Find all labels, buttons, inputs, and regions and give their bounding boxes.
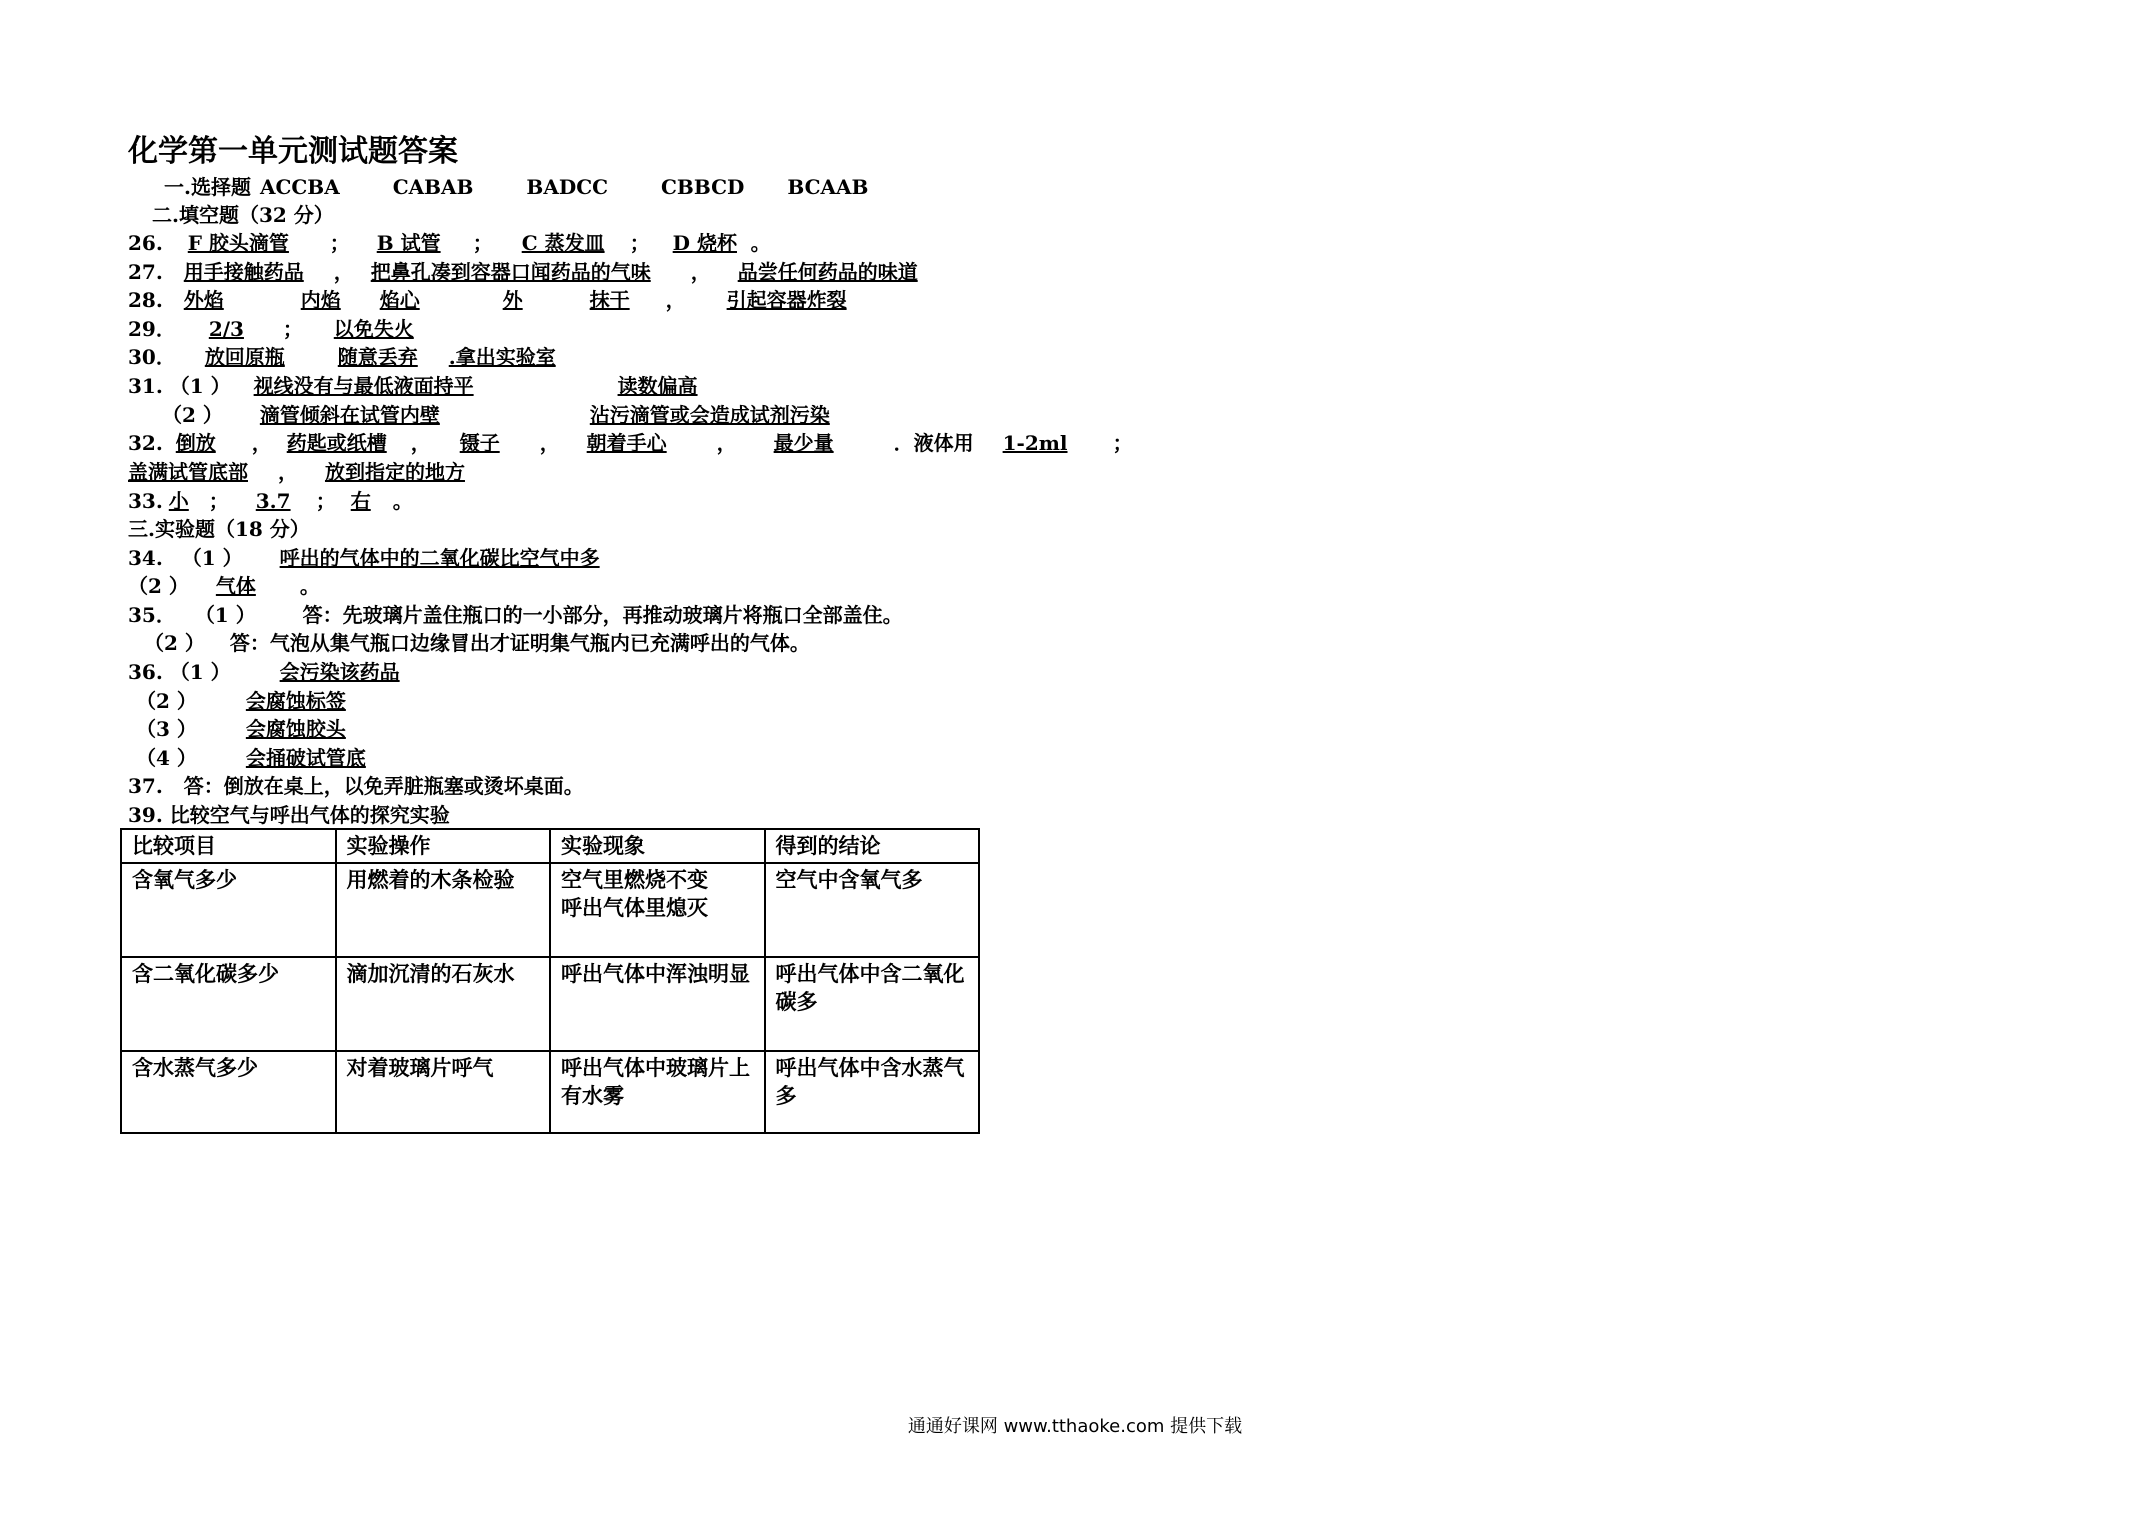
- answer-blank: 引起容器炸裂: [726, 288, 847, 312]
- answer-blank: 会捅破试管底: [245, 746, 366, 770]
- question-number: 37.: [128, 774, 163, 798]
- question-27: 27. 用手接触药品 ， 把鼻孔凑到容器口闻药品的气味 ， 品尝任何药品的味道: [128, 259, 968, 285]
- answer-group: ACCBA: [259, 175, 340, 199]
- question-label: 比较空气与呼出气体的探究实验: [169, 803, 450, 827]
- question-number: 39.: [128, 803, 163, 827]
- answer-group: BADCC: [526, 175, 609, 199]
- table-cell: 含水蒸气多少: [121, 1051, 336, 1133]
- table-header-row: [121, 829, 979, 863]
- question-37: [128, 773, 584, 799]
- question-36-4: [136, 745, 450, 771]
- answer-blank: 放到指定的地方: [324, 460, 465, 484]
- question-30: [128, 344, 573, 370]
- answer-blank: 倒放: [175, 431, 216, 455]
- answer-text: 答：气泡从集气瓶口边缘冒出才证明集气瓶内已充满呼出的气体。: [229, 631, 810, 655]
- answer-blank: B 试管: [376, 231, 441, 255]
- answer-blank: 2/3: [208, 317, 244, 341]
- sub-number: （1 ）: [169, 374, 231, 398]
- question-29: 29． 2/3 ； 以免失火: [128, 316, 454, 342]
- table-cell: 空气中含氧气多: [765, 863, 980, 957]
- question-32-cont: 盖满试管底部 ， 放到指定的地方: [128, 459, 519, 485]
- answer-blank: 沾污滴管或会造成试剂污染: [589, 403, 830, 427]
- table-row: [121, 957, 979, 1051]
- table-cell: 呼出气体中含水蒸气多: [765, 1051, 980, 1133]
- section-label: 一.选择题: [164, 175, 251, 199]
- table-cell: 含二氧化碳多少: [121, 957, 336, 1051]
- question-number: 29．: [128, 317, 176, 341]
- section-heading: 二.填空题（32 分）: [152, 203, 334, 227]
- sub-number: （2 ）: [162, 403, 223, 427]
- table-cell: 呼出气体中玻璃片上有水雾: [550, 1051, 765, 1133]
- sub-number: （1 ）: [169, 660, 231, 684]
- answer-blank: D 烧杯: [672, 231, 737, 255]
- answer-blank: C 蒸发皿: [521, 231, 605, 255]
- sub-number: （2 ）: [128, 574, 189, 598]
- question-number: 27.: [128, 260, 163, 284]
- answer-blank: 内焰: [300, 288, 341, 312]
- question-34-1: [128, 545, 700, 571]
- answer-blank: 右: [350, 489, 371, 513]
- answer-blank: 盖满试管底部: [128, 460, 248, 484]
- answer-blank: 最少量: [773, 431, 834, 455]
- question-28: 28. 外焰 内焰 焰心 外 抹干 ， 引起容器炸裂: [128, 287, 947, 313]
- answer-group: BCAAB: [787, 175, 869, 199]
- question-34-2: （2 ） 气体 。: [128, 574, 320, 598]
- table-header: 得到的结论: [765, 829, 980, 863]
- separator: ；: [629, 231, 650, 255]
- question-31-2: [162, 402, 910, 428]
- table-cell: 空气里燃烧不变 呼出气体里熄灭: [550, 863, 765, 957]
- question-number: 26.: [128, 231, 163, 255]
- question-number: 36.: [128, 660, 163, 684]
- multiple-choice-answers: [164, 174, 914, 200]
- table-cell: 滴加沉清的石灰水: [336, 957, 551, 1051]
- question-number: 34.: [128, 546, 163, 570]
- table-cell: 对着玻璃片呼气: [336, 1051, 551, 1133]
- answer-blank: 把鼻孔凑到容器口闻药品的气味: [370, 260, 651, 284]
- separator: ；: [472, 231, 493, 255]
- footer-credit: 通通好课网 www.tthaoke.com 提供下载: [907, 1416, 1243, 1437]
- sub-number: （2 ）: [144, 631, 205, 655]
- section-heading: 三.实验题（18 分）: [128, 517, 310, 541]
- table-row: [121, 1051, 979, 1133]
- answer-blank: 外焰: [183, 288, 224, 312]
- table-header: 实验现象: [550, 829, 765, 863]
- question-35-2: [144, 630, 810, 656]
- sub-number: （2 ）: [136, 689, 197, 713]
- answer-text: 答：先玻璃片盖住瓶口的一小部分，再推动玻璃片将瓶口全部盖住。: [302, 603, 903, 627]
- sub-number: （4 ）: [136, 746, 197, 770]
- answer-blank: 朝着手心: [586, 431, 667, 455]
- answer-blank: 1-2ml: [1002, 431, 1068, 455]
- answer-blank: 抹干: [589, 288, 630, 312]
- question-32: 32. 倒放 ， 药匙或纸槽 ， 镊子 ， 朝着手心 ， 最少量 ．液体用 1-2ml ；: [128, 431, 1133, 455]
- table-cell: 呼出气体中含二氧化碳多: [765, 957, 980, 1051]
- answer-blank: 放回原瓶: [204, 345, 285, 369]
- question-number: 28.: [128, 288, 163, 312]
- answer-blank: 气体: [215, 574, 256, 598]
- answer-blank: 视线没有与最低液面持平: [253, 374, 474, 398]
- question-number: 33.: [128, 489, 163, 513]
- question-36-1: [128, 659, 496, 685]
- answer-group: CBBCD: [661, 175, 745, 199]
- question-number: 35．: [128, 603, 176, 627]
- table-header: 比较项目: [121, 829, 336, 863]
- answer-blank: 滴管倾斜在试管内壁: [259, 403, 440, 427]
- separator: 。: [750, 231, 771, 255]
- sub-number: （1 ）: [194, 603, 256, 627]
- answer-blank: 药匙或纸槽: [286, 431, 387, 455]
- answer-blank: F 胶头滴管: [187, 231, 289, 255]
- table-cell: 含氧气多少: [121, 863, 336, 957]
- answer-blank: 会污染该药品: [279, 660, 400, 684]
- table-header: 实验操作: [336, 829, 551, 863]
- answer-text: 答：倒放在桌上，以免弄脏瓶塞或烫坏桌面。: [183, 774, 584, 798]
- table-row: [121, 863, 979, 957]
- question-number: 30．: [128, 345, 176, 369]
- answer-group: CABAB: [392, 175, 474, 199]
- question-33: 33. 小 ； 3.7 ； 右 。: [128, 489, 413, 513]
- comparison-table: [120, 828, 980, 1134]
- answer-blank: 3.7: [255, 489, 291, 513]
- sub-number: （1 ）: [181, 546, 243, 570]
- answer-blank: 焰心: [379, 288, 420, 312]
- answer-blank: 呼出的气体中的二氧化碳比空气中多: [279, 546, 600, 570]
- table-cell: 用燃着的木条检验: [336, 863, 551, 957]
- answer-blank: 以免失火: [333, 317, 414, 341]
- page-title: 化学第一单元测试题答案: [128, 134, 458, 169]
- answer-blank: 读数偏高: [617, 374, 698, 398]
- answer-blank: 会腐蚀标签: [245, 689, 346, 713]
- question-39: [128, 802, 450, 828]
- answer-blank: 品尝任何药品的味道: [737, 260, 918, 284]
- question-number: 31.: [128, 374, 163, 398]
- sub-number: （3 ）: [136, 717, 197, 741]
- question-36-3: [136, 716, 464, 742]
- table-cell: 呼出气体中浑浊明显: [550, 957, 765, 1051]
- answer-blank: 镊子: [459, 431, 500, 455]
- answer-blank: .拿出实验室: [448, 345, 556, 369]
- question-26: [128, 230, 771, 256]
- separator: ；: [329, 231, 350, 255]
- question-35-1: [128, 602, 903, 628]
- question-number: 32.: [128, 431, 163, 455]
- answer-blank: 会腐蚀胶头: [245, 717, 346, 741]
- question-31-1: [128, 373, 888, 399]
- question-36-2: [136, 688, 400, 714]
- answer-blank: 外: [502, 288, 523, 312]
- answer-blank: 小: [168, 489, 189, 513]
- answer-blank: 随意丢弃: [337, 345, 418, 369]
- answer-blank: 用手接触药品: [183, 260, 304, 284]
- text-fragment: ．液体用: [893, 431, 974, 455]
